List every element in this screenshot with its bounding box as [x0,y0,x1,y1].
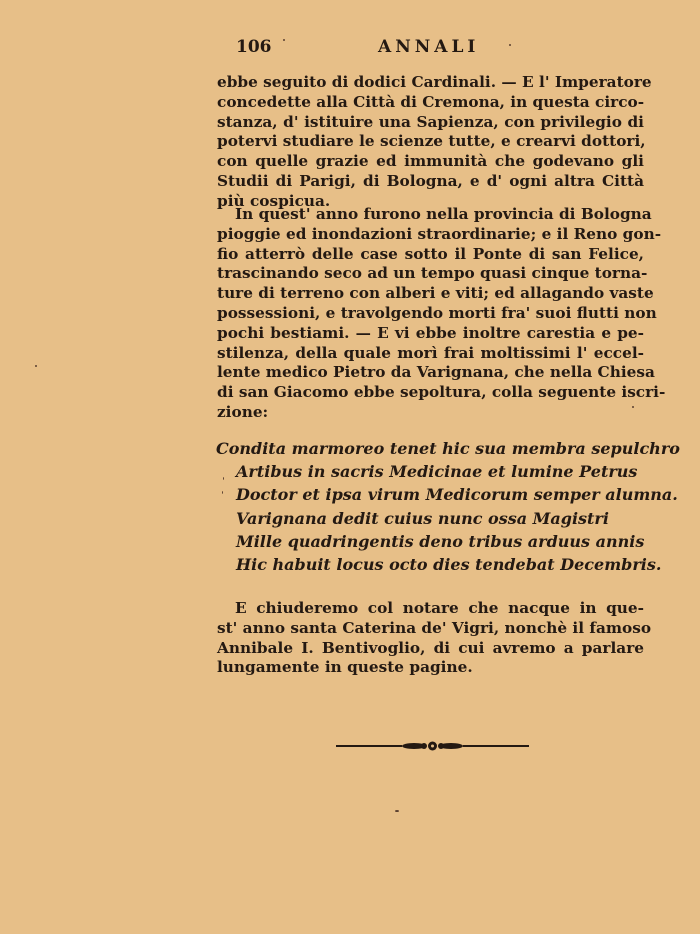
paper-speck [222,491,223,494]
text-line: Annibale I. Bentivoglio, di cui avremo a parlare [217,638,644,657]
paragraph-1 [217,73,652,212]
text-line: potervi studiare le scienze tutte, e crearvi dottori, [217,132,646,151]
text-line: possessioni, e travolgendo morti fra' suoi flutti non [217,303,657,322]
tailpiece-ornament-icon [336,739,529,753]
text-line: ture di terreno con alberi e viti; ed allagando vaste [217,284,654,303]
text-line: Studii di Parigi, di Bologna, e d' ogni altra Città [217,171,644,190]
text-line: lungamente in queste pagine. [217,658,473,677]
inscription-verse: Artibus in sacris Medicinae et lumine Petrus [236,462,638,482]
inscription-verse: Mille quadringentis deno tribus arduus annis [236,531,645,551]
text-line: pioggie ed inondazioni straordinarie; e il Reno gon- [217,224,662,243]
text-line: lente medico Pietro da Varignana, che nella Chiesa [217,363,655,382]
paper-speck [35,365,37,367]
page-header [236,37,486,59]
text-line: st' anno santa Caterina de' Vigri, nonchè il famoso [217,618,652,637]
text-line: E chiuderemo col notare che nacque in que- [235,599,644,617]
text-line: trascinando seco ad un tempo quasi cinque torna- [217,264,648,283]
text-line: zione: [217,402,269,421]
page-number: 106 [236,37,272,57]
text-line: pochi bestiami. — E vi ebbe inoltre carestia e pe- [217,323,644,342]
latin-inscription [216,437,680,576]
text-line: stilenza, della quale morì frai moltissimi l' eccel- [217,343,644,362]
text-line: ebbe seguito di dodici Cardinali. — E l' Imperatore [217,73,652,91]
inscription-verse: Doctor et ipsa virum Medicorum semper alumna. [236,485,678,505]
text-line: stanza, d' istituire una Sapienza, con privilegio di [217,112,644,131]
inscription-verse: Condita marmoreo tenet hic sua membra sepulchro [216,439,680,458]
inscription-verse: Hic habuit locus octo dies tendebat Decembris. [236,555,662,575]
paper-speck [395,810,399,812]
paragraph-2 [217,205,666,423]
paper-speck [509,44,511,46]
text-line: di san Giacomo ebbe sepoltura, colla seguente iscri- [217,383,666,402]
paper-speck [283,39,285,41]
paragraph-3 [217,599,652,678]
running-title: ANNALI [378,37,480,57]
text-line: In quest' anno furono nella provincia di Bologna [235,205,652,223]
text-line: con quelle grazie ed immunità che godevano gli [217,152,644,171]
paper-speck [632,406,634,408]
inscription-verse: Varignana dedit cuius nunc ossa Magistri [236,508,609,528]
text-line: più cospicua. [217,191,331,210]
paper-speck [223,477,224,480]
text-line: fio atterrò delle case sotto il Ponte di san Felice, [217,244,644,263]
text-line: concedette alla Città di Cremona, in questa circo- [217,92,645,111]
